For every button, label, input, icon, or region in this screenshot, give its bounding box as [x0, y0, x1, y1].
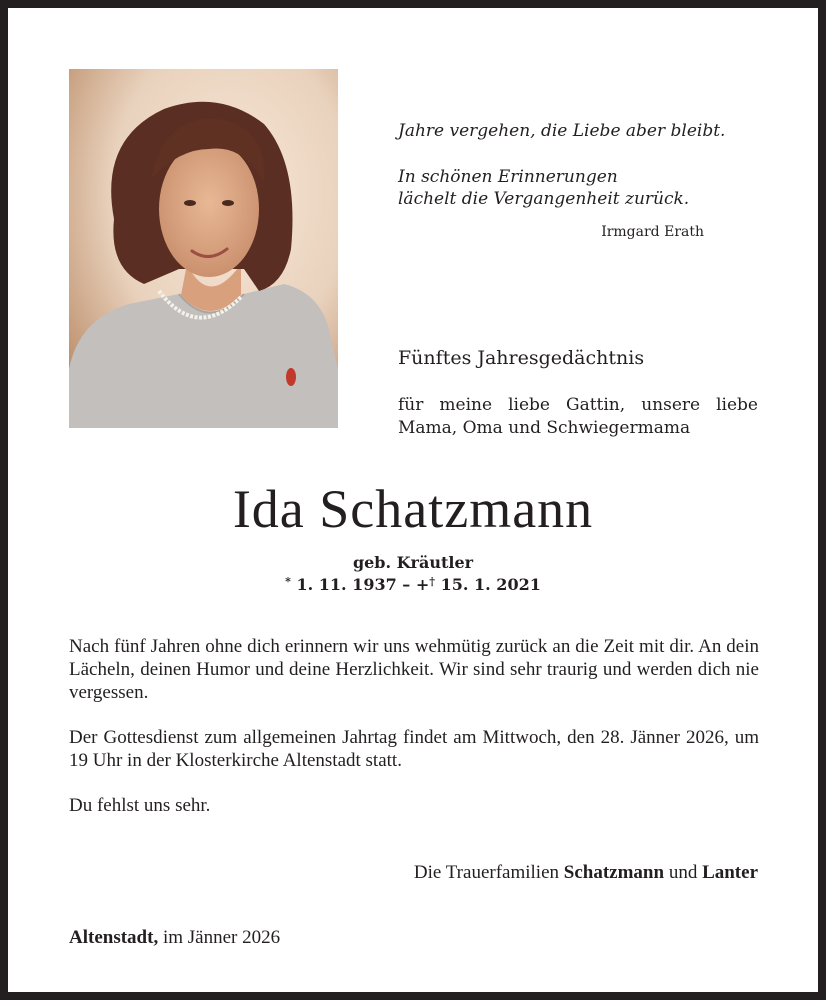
body-paragraph-2: Der Gottesdienst zum allgemeinen Jahrtag findet am Mittwoch, den 28. Jänner 2026, um 19 Uhr in der Klosterkirche Altenstadt statt.: [69, 727, 759, 771]
dedication-text: für meine liebe Gattin, unsere liebe Mama, Oma und Schwiegermama: [398, 395, 758, 438]
portrait-photo: [69, 69, 338, 428]
publication-date: im Jänner 2026: [162, 927, 281, 948]
deceased-name: Ida Schatzmann: [232, 479, 594, 539]
quote-line-2: In schönen Erinnerungen: [398, 167, 618, 187]
date-separator: – +: [402, 575, 430, 594]
quote-line-3: lächelt die Vergangenheit zurück.: [398, 189, 690, 209]
anniversary-title: Fünftes Jahresgedächtnis: [398, 347, 645, 369]
death-cross-icon: †: [429, 575, 436, 588]
death-date: 15. 1. 2021: [440, 575, 541, 594]
signature-prefix: Die Trauerfamilien: [413, 862, 560, 883]
family-name-1: Schatzmann: [563, 862, 665, 883]
quote-line-1: Jahre vergehen, die Liebe aber bleibt.: [398, 121, 726, 141]
family-signature: [69, 862, 758, 884]
portrait-image-icon: [69, 69, 338, 428]
place-name: Altenstadt,: [69, 927, 159, 948]
body-paragraph-1: Nach fünf Jahren ohne dich erinnern wir uns wehmütig zurück an die Zeit mit dir. An dein Lächeln, deinen Humor und deine Herzlichkeit. Wir sind sehr traurig und werden dich nie vergessen.: [69, 636, 759, 703]
obituary-body: [69, 635, 759, 839]
birth-date: 1. 11. 1937: [296, 575, 397, 594]
memorial-quote: [398, 120, 758, 210]
signature-connector: und: [668, 862, 698, 883]
birth-star-icon: *: [285, 575, 291, 588]
obituary-page: [8, 8, 818, 992]
family-name-2: Lanter: [702, 862, 758, 883]
body-paragraph-3: Du fehlst uns sehr.: [69, 795, 211, 816]
life-dates: [8, 575, 818, 594]
place-and-date: [69, 927, 280, 949]
quote-author: Irmgard Erath: [601, 224, 704, 240]
maiden-name: geb. Kräutler: [352, 553, 474, 572]
